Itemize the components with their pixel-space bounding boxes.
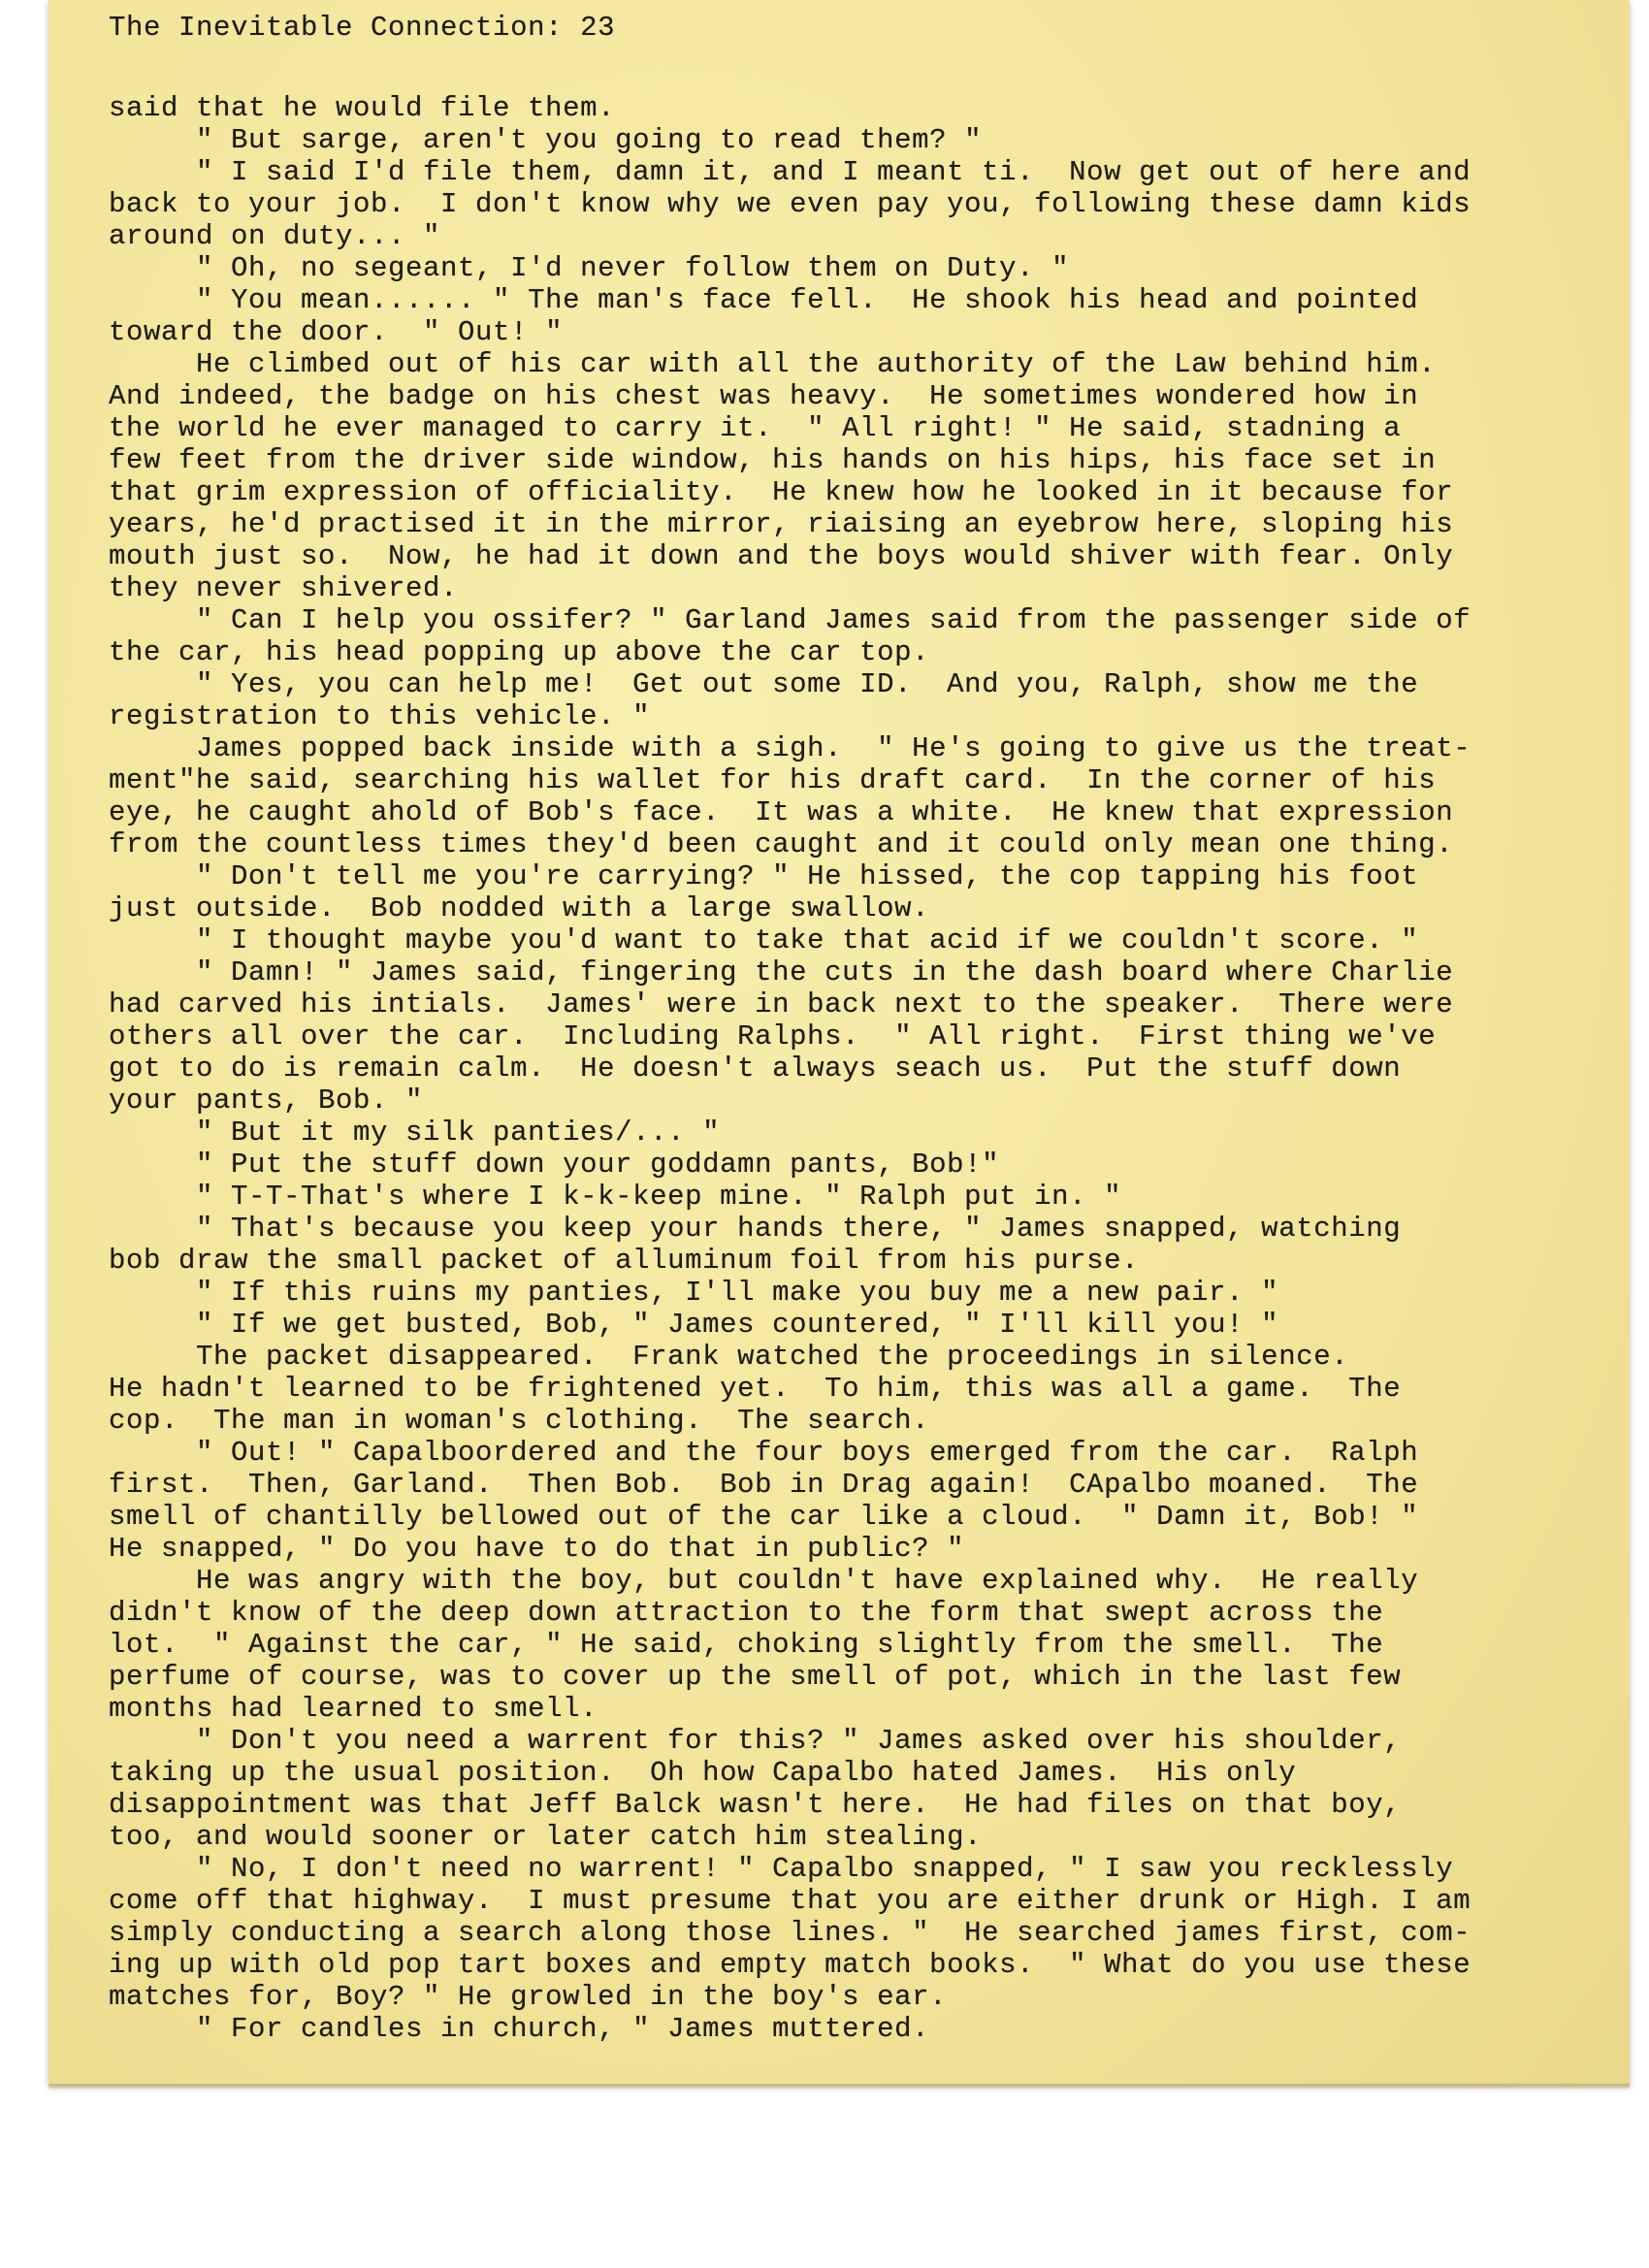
- text-line: And indeed, the badge on his chest was heavy. He sometimes wondered how in: [109, 380, 1419, 412]
- text-line: back to your job. I don't know why we even pay you, following these damn kids: [109, 188, 1471, 220]
- text-line: few feet from the driver side window, his hands on his hips, his face set in: [109, 444, 1437, 476]
- text-line: months had learned to smell.: [109, 1693, 598, 1725]
- text-line: " If we get busted, Bob, " James countered, " I'll kill you! ": [109, 1309, 1279, 1341]
- text-line: just outside. Bob nodded with a large swallow.: [109, 892, 930, 924]
- text-line: He was angry with the boy, but couldn't have explained why. He really: [109, 1565, 1419, 1597]
- text-line: said that he would file them.: [109, 92, 616, 124]
- running-header: The Inevitable Connection: 23: [109, 12, 616, 44]
- text-line: He hadn't learned to be frightened yet. To him, this was all a game. The: [109, 1373, 1402, 1405]
- text-line: your pants, Bob. ": [109, 1085, 424, 1117]
- text-line: cop. The man in woman's clothing. The search.: [109, 1405, 930, 1437]
- text-line: " But it my silk panties/... ": [109, 1117, 721, 1149]
- text-line: The packet disappeared. Frank watched the proceedings in silence.: [109, 1341, 1349, 1373]
- text-line: " Out! " Capalboordered and the four boys emerged from the car. Ralph: [109, 1437, 1419, 1469]
- text-line: years, he'd practised it in the mirror, riaising an eyebrow here, sloping his: [109, 508, 1454, 540]
- text-line: " For candles in church, " James muttered.: [109, 2013, 930, 2045]
- text-line: too, and would sooner or later catch him stealing.: [109, 1821, 983, 1853]
- text-line: the car, his head popping up above the car top.: [109, 636, 930, 668]
- text-line: He snapped, " Do you have to do that in public? ": [109, 1533, 965, 1565]
- text-line: disappointment was that Jeff Balck wasn't here. He had files on that boy,: [109, 1789, 1402, 1821]
- text-line: perfume of course, was to cover up the smell of pot, which in the last few: [109, 1661, 1402, 1693]
- text-line: " Oh, no segeant, I'd never follow them on Duty. ": [109, 252, 1070, 284]
- text-line: first. Then, Garland. Then Bob. Bob in Drag again! CApalbo moaned. The: [109, 1469, 1419, 1501]
- text-line: " Don't you need a warrent for this? " James asked over his shoulder,: [109, 1725, 1402, 1757]
- text-line: bob draw the small packet of alluminum foil from his purse.: [109, 1245, 1140, 1277]
- text-line: " No, I don't need no warrent! " Capalbo snapped, " I saw you recklessly: [109, 1853, 1454, 1885]
- text-line: others all over the car. Including Ralphs. " All right. First thing we've: [109, 1021, 1437, 1053]
- text-line: " If this ruins my panties, I'll make you buy me a new pair. ": [109, 1277, 1279, 1309]
- text-line: simply conducting a search along those lines. " He searched james first, com-: [109, 1917, 1471, 1949]
- text-line: " Yes, you can help me! Get out some ID. And you, Ralph, show me the: [109, 668, 1419, 700]
- text-line: had carved his intials. James' were in back next to the speaker. There were: [109, 988, 1454, 1021]
- text-line: mouth just so. Now, he had it down and the boys would shiver with fear. Only: [109, 540, 1454, 572]
- text-line: that grim expression of officiality. He knew how he looked in it because for: [109, 476, 1454, 508]
- text-line: " I said I'd file them, damn it, and I meant ti. Now get out of here and: [109, 156, 1471, 188]
- text-line: matches for, Boy? " He growled in the boy's ear.: [109, 1981, 948, 2013]
- text-line: they never shivered.: [109, 572, 459, 604]
- text-line: around on duty... ": [109, 220, 441, 252]
- text-line: come off that highway. I must presume that you are either drunk or High. I am: [109, 1885, 1471, 1917]
- text-line: " Damn! " James said, fingering the cuts in the dash board where Charlie: [109, 956, 1454, 988]
- text-line: toward the door. " Out! ": [109, 316, 564, 348]
- text-line: " Put the stuff down your goddamn pants, Bob!": [109, 1149, 1000, 1181]
- text-line: " That's because you keep your hands there, " James snapped, watching: [109, 1213, 1402, 1245]
- text-line: registration to this vehicle. ": [109, 700, 651, 732]
- text-line: got to do is remain calm. He doesn't always seach us. Put the stuff down: [109, 1053, 1402, 1085]
- text-line: " Don't tell me you're carrying? " He hissed, the cop tapping his foot: [109, 860, 1419, 892]
- text-line: ing up with old pop tart boxes and empty match books. " What do you use these: [109, 1949, 1471, 1981]
- text-line: " I thought maybe you'd want to take that acid if we couldn't score. ": [109, 924, 1419, 956]
- text-line: eye, he caught ahold of Bob's face. It was a white. He knew that expression: [109, 796, 1454, 828]
- text-line: " T-T-That's where I k-k-keep mine. " Ralph put in. ": [109, 1181, 1122, 1213]
- manuscript-body: [109, 92, 1471, 2045]
- text-line: He climbed out of his car with all the authority of the Law behind him.: [109, 348, 1437, 380]
- text-line: lot. " Against the car, " He said, choking slightly from the smell. The: [109, 1629, 1384, 1661]
- text-line: from the countless times they'd been caught and it could only mean one thing.: [109, 828, 1454, 860]
- text-line: didn't know of the deep down attraction to the form that swept across the: [109, 1597, 1384, 1629]
- text-line: ment"he said, searching his wallet for his draft card. In the corner of his: [109, 764, 1437, 796]
- page-bottom-edge: [48, 2084, 1630, 2090]
- text-line: " But sarge, aren't you going to read them? ": [109, 124, 983, 156]
- text-line: taking up the usual position. Oh how Capalbo hated James. His only: [109, 1757, 1297, 1789]
- text-line: smell of chantilly bellowed out of the car like a cloud. " Damn it, Bob! ": [109, 1501, 1419, 1533]
- text-line: James popped back inside with a sigh. " He's going to give us the treat-: [109, 732, 1471, 764]
- text-line: " You mean...... " The man's face fell. He shook his head and pointed: [109, 284, 1419, 316]
- text-line: the world he ever managed to carry it. " All right! " He said, stadning a: [109, 412, 1402, 444]
- text-line: " Can I help you ossifer? " Garland James said from the passenger side of: [109, 604, 1471, 636]
